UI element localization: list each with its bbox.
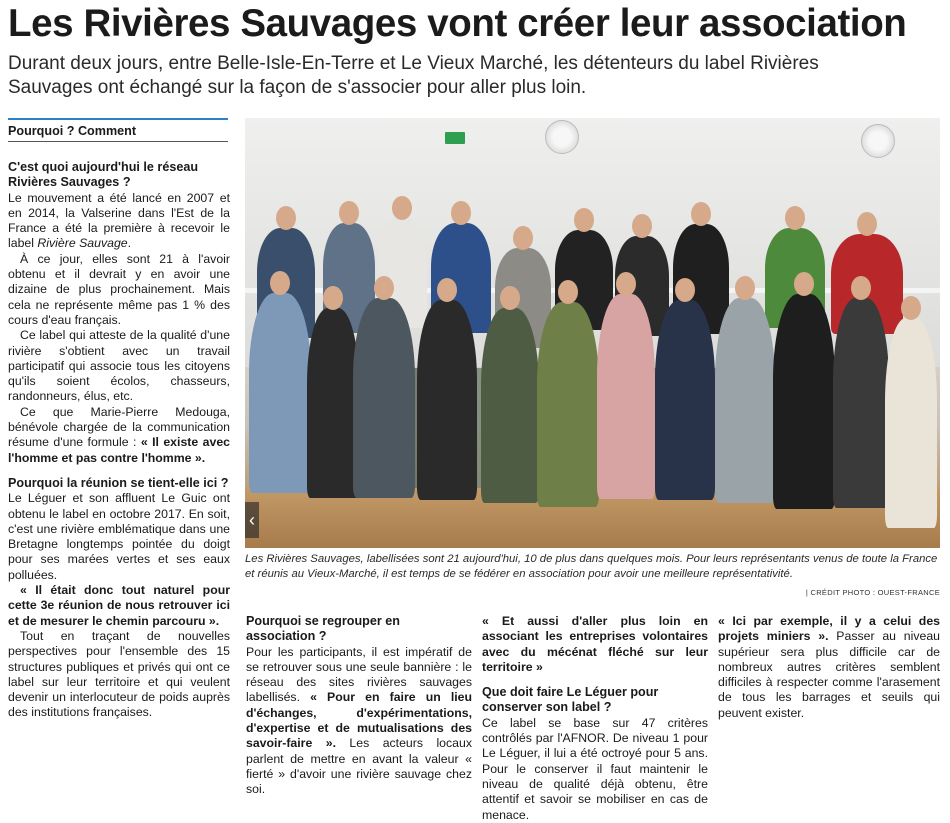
sidebar-paragraph: Ce que Marie-Pierre Medouga, bénévole chargée de la communication résume d'une formule : « Il existe avec l'homme et pas contre l'homme ». [8, 404, 230, 465]
sidebar-heading: Pourquoi ? Comment [8, 118, 228, 142]
sidebar-paragraph: Le mouvement a été lancé en 2007 et en 2014, la Valserine dans l'Est de la France a été la première à recevoir le label Rivière Sauvage. [8, 190, 230, 251]
sidebar-paragraph: Ce label qui atteste de la qualité d'une rivière s'obtient avec un travail participatif qui associe tous les citoyens qu'ils soient écolos, chasseurs, randonneurs, élus, etc. [8, 328, 230, 404]
sidebar-paragraph: Tout en traçant de nouvelles perspectives pour l'ensemble des 15 structures publiques et privés qui ont ce label sur leur territoire et qui veulent devenir un interlocuteur de poids auprès des institutions françaises. [8, 628, 230, 720]
person [537, 302, 599, 507]
sidebar-column [8, 160, 230, 721]
photo-caption: Les Rivières Sauvages, labellisées sont 21 aujourd'hui, 10 de plus dans quelques mois. Pour leurs représentants venus de toute la France et réunis au Vieux-Marché, il est temps de se fédérer en association pour avoir une meilleure représentativité. [245, 553, 938, 580]
body-column [482, 614, 708, 823]
photo-credit: | CRÉDIT PHOTO : OUEST-FRANCE [805, 588, 940, 597]
person [715, 298, 775, 503]
person [655, 300, 715, 500]
exit-sign [445, 132, 465, 144]
person [481, 308, 539, 503]
sidebar-question: C'est quoi aujourd'hui le réseau Rivières Sauvages ? [8, 160, 199, 190]
sidebar-paragraph: À ce jour, elles sont 21 à l'avoir obtenu et il devrait y en avoir une dizaine de plus prochainement. Mais cela ne représente même pas 1 % des cours d'eau français. [8, 251, 230, 327]
body-question: Pourquoi se regrouper en association ? [246, 614, 400, 644]
person [307, 308, 359, 498]
person [353, 298, 415, 498]
body-paragraph: Pour les participants, il est impératif de se retrouver sous une seule bannière : le réseau des sites rivières sauvages labellisés. « Pour en faire un lieu d'échanges, d'expérimentations, d'expertise et de mutualisations des savoir-faire ». Les acteurs locaux parlent de mettre en avant la valeur « fierté » d'avoir une rivière sauvage chez soi. [246, 644, 472, 797]
body-paragraph: « Ici par exemple, il y a celui des projets miniers ». Passer au niveau supérieur sera plus difficile car de nombreux autres critères semblent difficiles à respecter comme l'arasement de tous les barrages et seuils qui peuvent exister. [718, 614, 941, 720]
chevron-left-icon[interactable]: ‹ [245, 502, 259, 538]
person [597, 294, 655, 499]
sidebar-paragraph: Le Léguer et son affluent Le Guic ont obtenu le label en octobre 2017. En soit, c'est une rivière emblématique dans une Bretagne longtemps pointée du doigt pour ses marées vertes et ses eaux polluées. [8, 491, 230, 582]
ceiling-lamp [545, 120, 579, 154]
sidebar-question: Pourquoi la réunion se tient-elle ici ? [8, 475, 229, 490]
person [885, 318, 937, 528]
body-paragraph: « Et aussi d'aller plus loin en associant les entreprises volontaires avec du mécénat fléché sur leur territoire » [482, 614, 708, 674]
person [773, 294, 835, 509]
body-column [246, 614, 472, 798]
body-question: Que doit faire Le Léguer pour conserver son label ? [482, 685, 659, 715]
sidebar-quote: « Il était donc tout naturel pour cette 3e réunion de nous retrouver ici et de mesurer le chemin parcouru ». [8, 583, 230, 628]
person [417, 300, 477, 500]
person [249, 293, 311, 493]
ceiling-lamp [861, 124, 895, 158]
body-column [718, 614, 940, 721]
article-standfirst: Durant deux jours, entre Belle-Isle-En-Terre et Le Vieux Marché, les détenteurs du label Rivières Sauvages ont échangé sur la façon de s'associer pour aller plus loin. [8, 53, 819, 98]
article-headline: Les Rivières Sauvages vont créer leur association [8, 2, 907, 45]
group-photo [245, 118, 940, 548]
body-paragraph: Ce label se base sur 47 critères contrôlés par l'AFNOR. De niveau 1 pour Le Léguer, il lui a été octroyé pour 5 ans. Pour le conserver il faut maintenir le niveau de qualité déjà obtenu, être attentif et savoir se mobiliser en cas de menace. [482, 715, 708, 822]
person [833, 298, 889, 508]
